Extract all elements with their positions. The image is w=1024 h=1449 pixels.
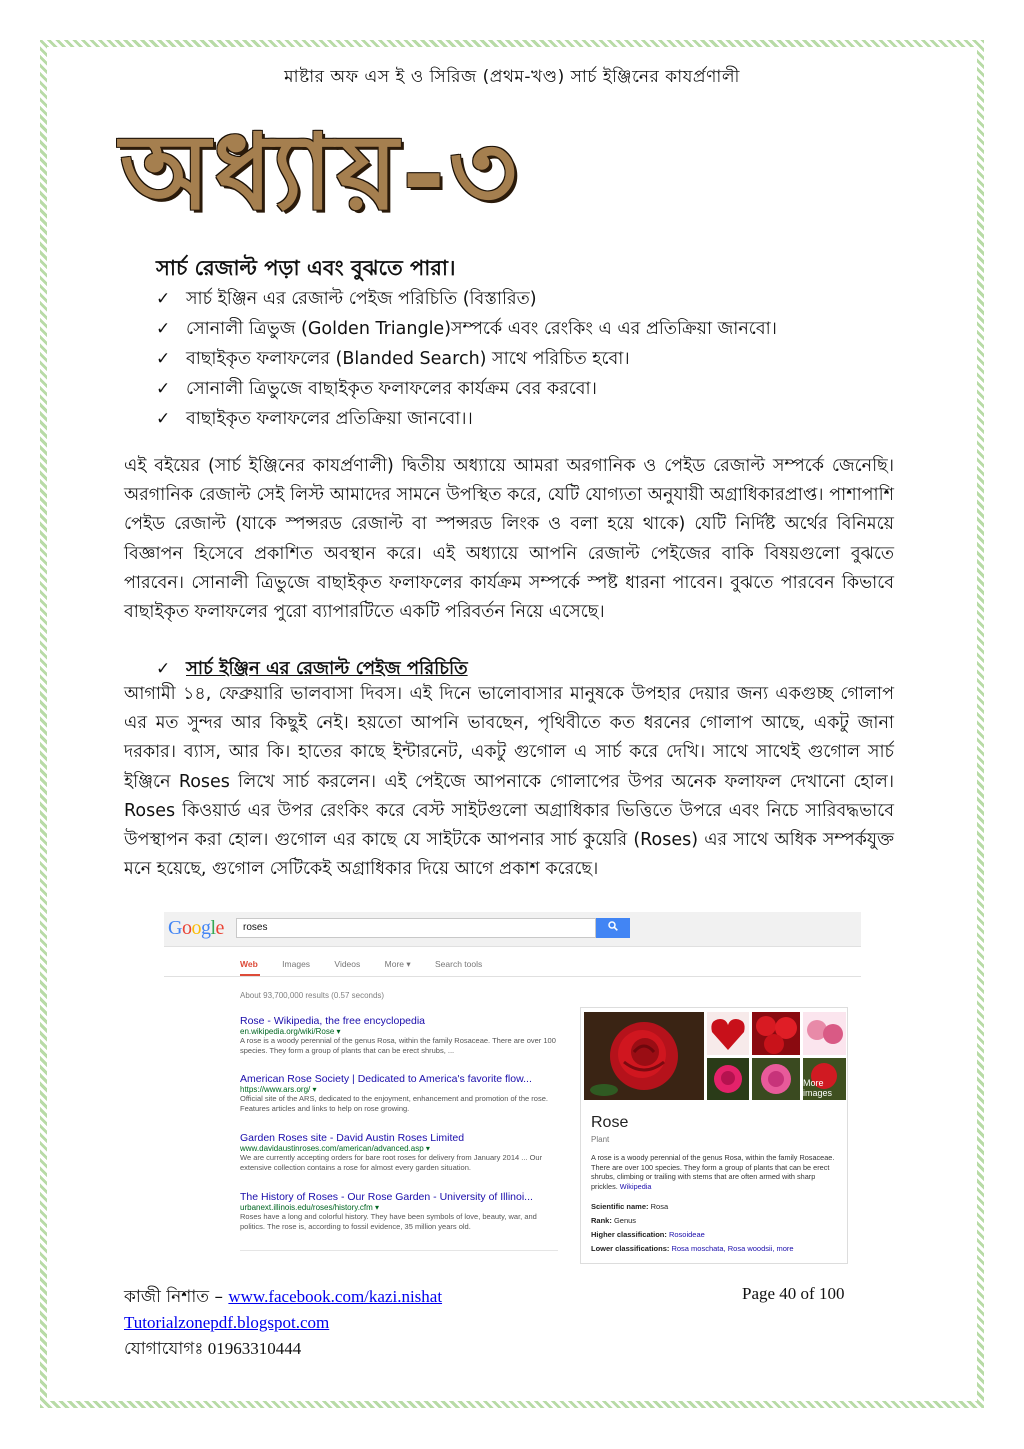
check-icon: ✓: [156, 379, 171, 399]
fact-row: Rank: Genus: [591, 1216, 637, 1225]
contact-line: যোগাযোগঃ 01963310444: [124, 1339, 302, 1358]
results-divider: [240, 1250, 558, 1251]
facebook-link[interactable]: www.facebook.com/kazi.nishat: [228, 1287, 443, 1306]
result-title[interactable]: Rose - Wikipedia, the free encyclopedia: [240, 1015, 426, 1027]
check-icon: ✓: [156, 409, 171, 429]
result-url: en.wikipedia.org/wiki/Rose ▾: [240, 1027, 341, 1036]
result-count: About 93,700,000 results (0.57 seconds): [240, 991, 385, 1000]
running-header: মাষ্টার অফ এস ই ও সিরিজ (প্রথম-খণ্ড) সার্চ ইঞ্জিনের কাযর্প্রণালী: [284, 67, 740, 87]
tab-divider: [164, 976, 861, 977]
check-icon: ✓: [156, 659, 171, 679]
search-icon: [608, 921, 618, 931]
check-icon: ✓: [156, 289, 171, 309]
fact-row: Lower classifications: Rosa moschata, Rosa woodsii, more: [591, 1244, 794, 1253]
tab-web[interactable]: Web: [240, 959, 258, 969]
search-input[interactable]: roses: [236, 918, 596, 938]
result-title[interactable]: Garden Roses site - David Austin Roses Limited: [240, 1132, 465, 1144]
chapter-subtitle: সার্চ রেজাল্ট পড়া এবং বুঝতে পারা।: [156, 256, 456, 280]
section-heading: ✓ সার্চ ইঞ্জিন এর রেজাল্ট পেইজ পরিচিতি: [156, 658, 468, 679]
fact-row: Scientific name: Rosa: [591, 1202, 669, 1211]
result-snippet: We are currently accepting orders for bare root roses for delivery from January 2014 ... Our extensive collection contains a rose for almost every garden situation.: [240, 1153, 543, 1172]
result-url: www.davidaustinroses.com/american/advanced.asp ▾: [240, 1144, 430, 1153]
google-logo: Google: [168, 917, 224, 939]
objectives-list: [156, 284, 777, 434]
tab-videos[interactable]: Videos: [334, 959, 361, 969]
google-top-bar: [164, 912, 861, 947]
search-result: [240, 1015, 558, 1056]
tab-more[interactable]: More ▾: [384, 959, 411, 969]
rose-image: [752, 1058, 800, 1100]
list-item: ✓ সোনালী ত্রিভুজ (Golden Triangle)সম্পর্কে এবং রেংকিং এ এর প্রতিক্রিয়া জানবো।: [156, 314, 777, 344]
body-paragraph: আগামী ১৪, ফেব্রুয়ারি ভালবাসা দিবস। এই দিনে ভালোবাসার মানুষকে উপহার দেয়ার জন্য একগুচ্ছ গোলাপ এর মত সুন্দর আর কিছুই নেই। হয়তো আপনি ভাবছেন, পৃথিবীতে কত ধরনের গোলাপ আছে, একটু জানা দরকার। ব্যাস, আর কি। হাতের কাছে ইন্টারনেট, একটু গুগোল এ সার্চ করে দেখি। সাথে সাথেই গুগোল সার্চ ইঞ্জিনে Roses লিখে সার্চ করলেন। এই পেইজে আপনাকে গোলাপের উপর অনেক ফলাফল দেখানো হোল। Roses কিওয়ার্ড এর উপর রেংকিং করে বেস্ট সাইটগুলো অগ্রাধিকার ভিত্তিতে উপরে এবং নিচে সারিবদ্ধভাবে উপস্থাপন করা হোল। গুগোল এর কাছে যে সাইটকে আপনার সার্চ কুয়েরি (Roses) এর সাথে অধিক সম্পর্কযুক্ত মনে হয়েছে, গুগোল সেটিকেই অগ্রাধিকার দিয়ে আগে প্রকাশ করেছে।: [124, 684, 894, 880]
search-result: [240, 1073, 558, 1114]
list-item: ✓ সোনালী ত্রিভুজে বাছাইকৃত ফলাফলের কার্যক্রম বের করবো।: [156, 374, 777, 404]
fact-row: Higher classification: Rosoideae: [591, 1230, 705, 1239]
tab-images[interactable]: Images: [282, 959, 311, 969]
result-snippet: Roses have a long and colorful history. They have been symbols of love, beauty, war, and politics. The rose is, according to fossil evidence, 35 million years old.: [240, 1212, 537, 1231]
rose-image: [707, 1012, 749, 1055]
panel-subtitle: Plant: [591, 1135, 610, 1144]
footer-contact: [124, 1284, 442, 1362]
panel-facts: [591, 1200, 847, 1256]
rose-image: [752, 1012, 800, 1055]
list-item: ✓ বাছাইকৃত ফলাফলের (Blanded Search) সাথে পরিচিত হবো।: [156, 344, 777, 374]
intro-paragraph: এই বইয়ের (সার্চ ইঞ্জিনের কাযর্প্রণালী) দ্বিতীয় অধ্যায়ে আমরা অরগানিক ও পেইড রেজাল্ট সম্পর্কে জেনেছি। অরগানিক রেজাল্ট সেই লিস্ট আমাদের সামনে উপস্থিত করে, যেটি যোগ্যতা অনুযায়ী অগ্রাধিকারপ্রাপ্ত। পাশাপাশি পেইড রেজাল্ট (যাকে স্পন্সরড রেজাল্ট বা স্পন্সরড লিংক ও বলা হয়ে থাকে) যেটি নির্দিষ্ট অর্থের বিনিময়ে বিজ্ঞাপন হিসেবে প্রকাশিত অবস্থান করে। এই অধ্যায়ে আপনি রেজাল্ট পেইজের বাকি বিষয়গুলো বুঝতে পারবেন। সোনালী ত্রিভুজে বাছাইকৃত ফলাফলের কার্যক্রম সম্পর্কে স্পষ্ট ধারনা পাবেন। বুঝতে পারবেন কিভাবে বাছাইকৃত ফলাফলের পুরো ব্যাপারটিতে একটি পরিবর্তন নিয়ে এসেছে।: [124, 456, 894, 623]
rose-image: [707, 1058, 749, 1100]
panel-title: Rose: [591, 1114, 629, 1131]
check-icon: ✓: [156, 319, 171, 339]
chapter-title: অধ্যায়-৩: [120, 110, 521, 233]
knowledge-panel: [580, 1007, 848, 1264]
more-images-link[interactable]: More images: [803, 1078, 833, 1098]
panel-description: A rose is a woody perennial of the genus Rosa, within the family Rosaceae. There are over 100 species. They form a group of plants that can be erect shrubs, climbing or trailing with stems that are often armed with sharp prickles. Wikipedia: [591, 1153, 835, 1191]
image-strip[interactable]: [584, 1012, 846, 1100]
google-screenshot: [164, 912, 861, 1264]
tab-search-tools[interactable]: Search tools: [435, 959, 483, 969]
search-button[interactable]: [596, 918, 630, 938]
result-snippet: A rose is a woody perennial of the genus Rosa, within the family Rosaceae. There are over 100 species. They form a group of plants that can be erect shrubs, ...: [240, 1036, 556, 1055]
author-name: কাজী নিশাত –: [124, 1287, 223, 1307]
rose-image-main: [584, 1012, 704, 1100]
search-tabs: [240, 959, 504, 970]
list-item: ✓ বাছাইকৃত ফলাফলের প্রতিক্রিয়া জানবো।।: [156, 404, 777, 434]
check-icon: ✓: [156, 349, 171, 369]
wikipedia-link[interactable]: Wikipedia: [619, 1181, 652, 1191]
rose-image: [803, 1058, 846, 1100]
result-url: https://www.ars.org/ ▾: [240, 1085, 317, 1094]
page-number: Page 40 of 100: [742, 1284, 845, 1303]
result-title[interactable]: American Rose Society | Dedicated to America's favorite flow...: [240, 1073, 532, 1085]
rose-image: [803, 1012, 846, 1055]
author-line: [124, 1284, 442, 1310]
result-url: urbanext.illinois.edu/roses/history.cfm ▾: [240, 1203, 380, 1212]
list-item: ✓ সার্চ ইঞ্জিন এর রেজাল্ট পেইজ পরিচিতি (বিস্তারিত): [156, 284, 777, 314]
result-snippet: Official site of the ARS, dedicated to the enjoyment, enhancement and promotion of the rose. Features articles and links to help on rose growing.: [240, 1094, 548, 1113]
rose-icon: [584, 1012, 704, 1100]
search-result: [240, 1132, 558, 1173]
blog-line: [124, 1310, 442, 1336]
search-result: [240, 1191, 558, 1232]
blog-link[interactable]: Tutorialzonepdf.blogspot.com: [124, 1313, 330, 1332]
result-title[interactable]: The History of Roses - Our Rose Garden - University of Illinoi...: [240, 1191, 533, 1203]
